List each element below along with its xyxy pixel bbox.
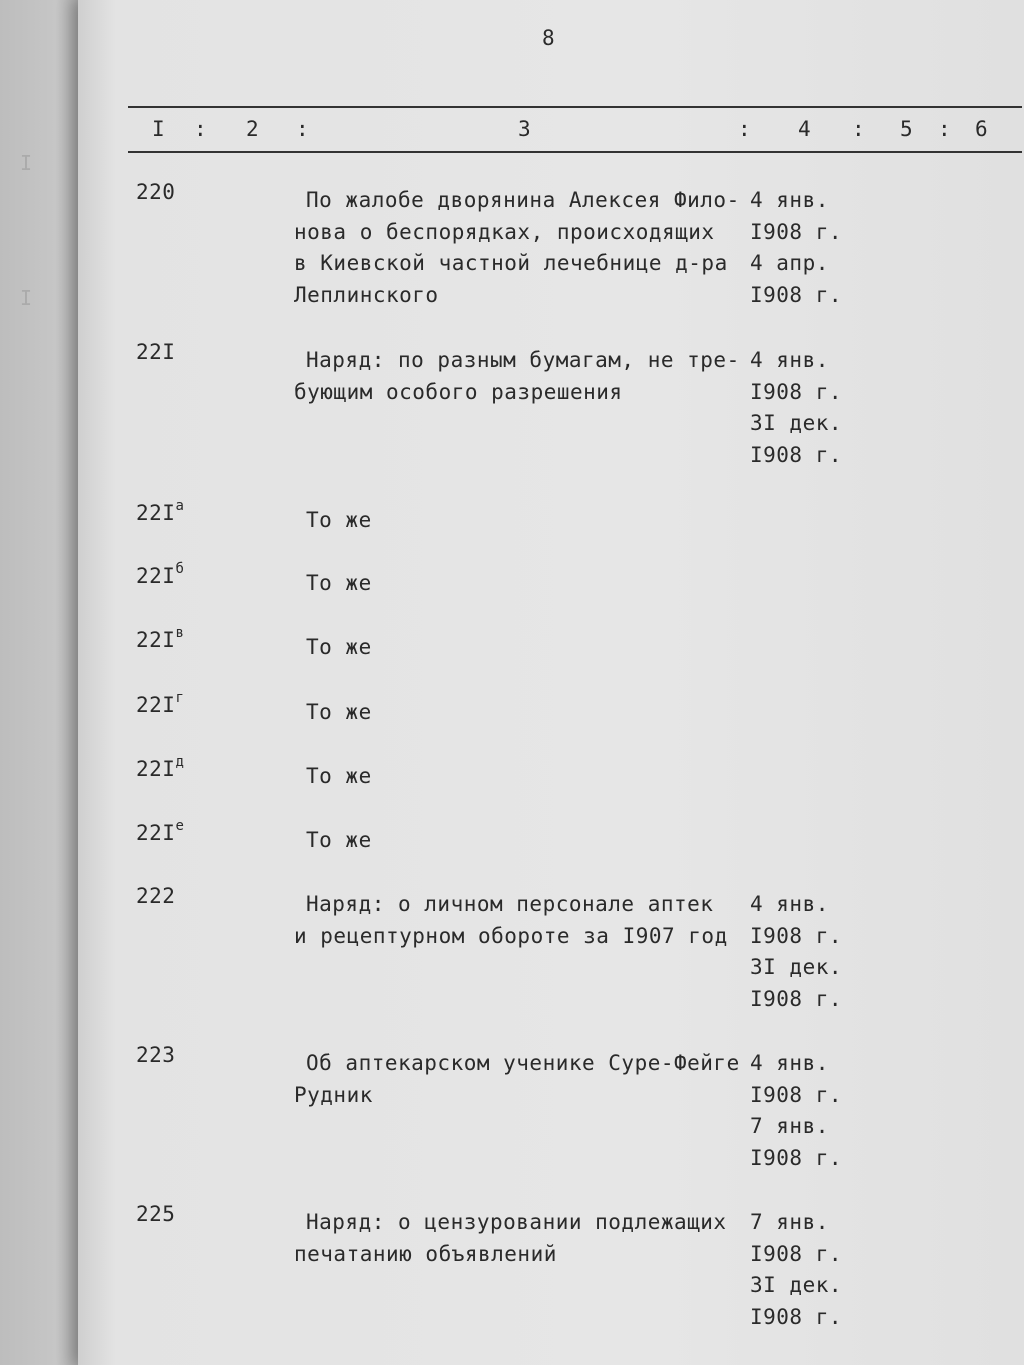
entry-date-line: 3I дек.	[750, 411, 843, 436]
entry-description-line: и рецептурном обороте за I907 год	[294, 923, 728, 948]
left-page-edge	[0, 0, 80, 1365]
column-separator: :	[738, 117, 752, 141]
column-header-label: I	[152, 117, 166, 141]
entry-number: $22I^г$	[136, 690, 185, 717]
entry-date-line: 7 янв.	[750, 1210, 829, 1234]
entry-date-line: 4 янв.	[750, 892, 829, 916]
column-header-label: 6	[975, 117, 989, 141]
entry-date-line: 7 янв.	[750, 1114, 829, 1139]
entry-description-line: То же	[306, 571, 372, 595]
entry-description-line: То же	[306, 700, 372, 724]
entry-date-line: 4 янв.	[750, 188, 829, 212]
entry-number: $22I^е$	[136, 818, 185, 845]
header-top-rule	[128, 106, 1022, 108]
entry-date-line: I908 г.	[750, 1146, 843, 1171]
entry-description-line: печатанию объявлений	[294, 1241, 557, 1266]
entry-description-line: То же	[306, 764, 372, 788]
entry-date-line: 3I дек.	[750, 1273, 843, 1298]
entry-description-line: Наряд: о личном персонале аптек	[306, 892, 714, 916]
column-header-label: 3	[518, 117, 532, 141]
column-separator: :	[194, 117, 208, 141]
page-number: 8	[542, 26, 556, 50]
entry-number: 225	[136, 1202, 176, 1226]
entry-description-line: Рудник	[294, 1082, 373, 1107]
entry-date-line: 4 янв.	[750, 1051, 829, 1075]
entry-number: $22I^д$	[136, 754, 185, 781]
entry-number: $22I^б$	[136, 561, 185, 588]
entry-number: 220	[136, 180, 176, 204]
entry-description-line: То же	[306, 828, 372, 852]
header-bottom-rule	[128, 151, 1022, 153]
entry-number: $22I^а$	[136, 498, 185, 525]
entry-number-suffix: в	[175, 625, 185, 641]
entry-description-line: Наряд: о цензуровании подлежащих	[306, 1210, 727, 1234]
entry-date-line: 4 апр.	[750, 251, 829, 276]
entry-date-line: I908 г.	[750, 1305, 843, 1330]
entry-number: $22I^в$	[136, 625, 185, 652]
entry-description-line: Об аптекарском ученике Суре-Фейге	[306, 1051, 740, 1075]
entry-date-line: I908 г.	[750, 283, 843, 308]
entry-date-line: 3I дек.	[750, 955, 843, 980]
entry-date-line: I908 г.	[750, 219, 843, 244]
entry-description-line: По жалобе дворянина Алексея Фило-	[306, 188, 740, 212]
bleed-through-mark: I	[20, 285, 33, 309]
entry-number-suffix: г	[175, 690, 185, 706]
entry-number-suffix: е	[175, 818, 185, 834]
column-separator: :	[938, 117, 952, 141]
column-separator: :	[852, 117, 866, 141]
entry-description-line: нова о беспорядках, происходящих	[294, 219, 715, 244]
entry-date-line: I908 г.	[750, 1082, 843, 1107]
entry-date-line: I908 г.	[750, 923, 843, 948]
entry-number: 223	[136, 1043, 176, 1067]
bleed-through-mark: I	[20, 150, 33, 174]
entry-number: 222	[136, 884, 176, 908]
entry-date-line: 4 янв.	[750, 348, 829, 372]
entry-date-line: I908 г.	[750, 443, 843, 468]
entry-description-line: в Киевской частной лечебнице д-ра	[294, 251, 728, 275]
entry-number-suffix: а	[175, 498, 185, 514]
entry-date-line: I908 г.	[750, 1241, 843, 1266]
column-header-label: 5	[900, 117, 914, 141]
entry-number: 22I	[136, 340, 176, 364]
entry-date-line: I908 г.	[750, 987, 843, 1012]
column-header-label: 2	[246, 117, 260, 141]
entry-number-suffix: б	[175, 561, 185, 577]
column-header-label: 4	[798, 117, 812, 141]
entry-description-line: Наряд: по разным бумагам, не тре-	[306, 348, 740, 372]
entry-description-line: То же	[306, 508, 372, 532]
entry-description-line: бующим особого разрешения	[294, 379, 623, 404]
column-separator: :	[296, 117, 310, 141]
entry-description-line: Леплинского	[294, 282, 439, 307]
entry-date-line: I908 г.	[750, 379, 843, 404]
entry-description-line: То же	[306, 635, 372, 659]
entry-number-suffix: д	[175, 754, 185, 770]
